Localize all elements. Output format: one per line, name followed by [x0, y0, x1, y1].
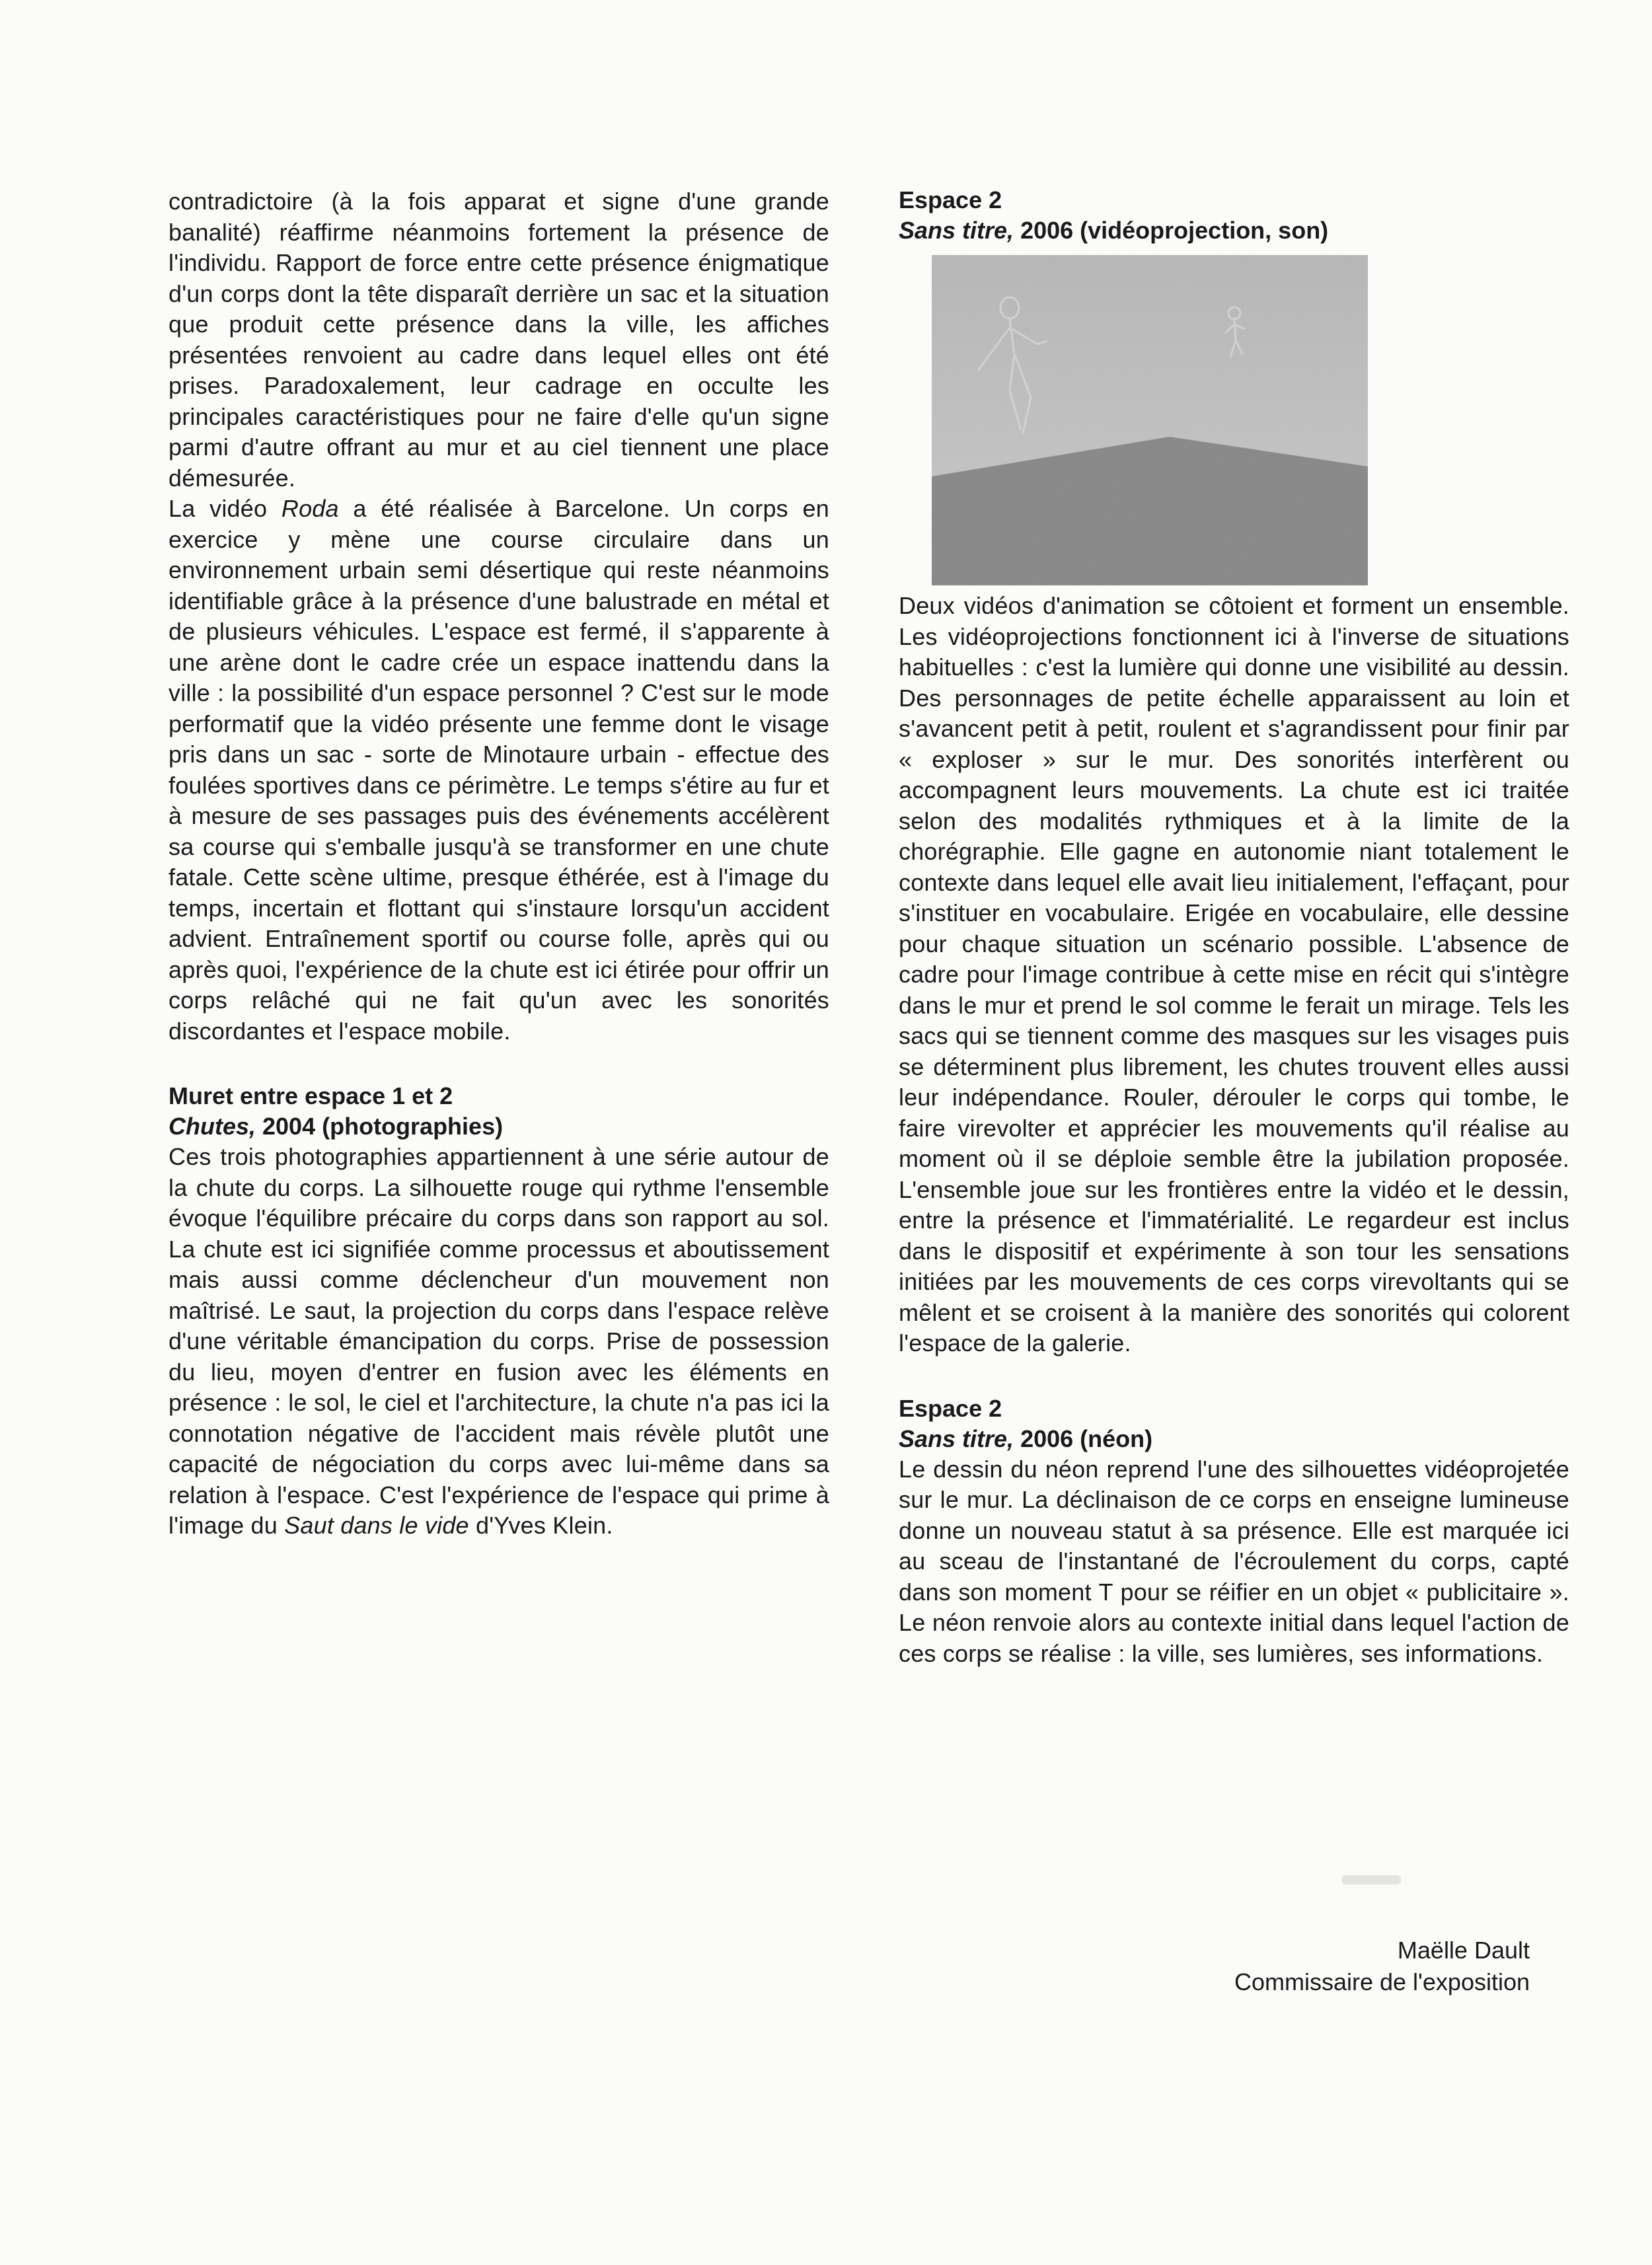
section-subtitle-neon: Sans titre, 2006 (néon): [899, 1425, 1153, 1452]
work-title-saut-dans-le-vide: Saut dans le vide: [284, 1512, 469, 1539]
signature-name: Maëlle Dault: [1397, 1937, 1530, 1964]
section-subtitle-chutes: Chutes, 2004 (photographies): [169, 1113, 504, 1140]
section-heading-espace-2-video: Espace 2: [899, 186, 1002, 213]
left-paragraph-2-start: La vidéo: [169, 495, 282, 522]
right-paragraph-1: Deux vidéos d'animation se côtoient et forment un ensemble. Les vidéoprojections fonctionnent ici à l'inverse de situations habituelles : c'est la lumière qui donne une visibilité au dessin. Des personnages de petite échelle apparaissent au loin et s'avancent petit à petit, roulent et s'agrandissent pour finir par « exploser » sur le mur. Des sonorités interfèrent ou accompagnent leurs mouvements. La chute est ici traitée selon des modalités rythmiques et à la limite de la chorégraphie. Elle gagne en autonomie niant totalement le contexte dans lequel elle avait lieu initialement, l'effaçant, pour s'instituer en vocabulaire. Erigée en vocabulaire, elle dessine pour chaque situation un scénario possible. L'absence de cadre pour l'image contribue à cette mise en récit qui s'intègre dans le mur et prend le sol comme le ferait un mirage. Tels les sacs qui se tiennent comme des masques sur les visages puis se déterminent plus librement, les chutes trouvent elles aussi leur indépendance. Rouler, dérouler le corps qui tombe, le faire virevolter et apprécier les mouvements qu'il réalise au moment où il se déploie semble être la jubilation proposée. L'ensemble joue sur les frontières entre la vidéo et le dessin, entre la présence et l'immatérialité. Le regardeur est inclus dans le dispositif et expérimente à son tour les sensations initiées par les mouvements de ces corps virevoltants qui se mêlent et se croisent à la manière des sonorités qui colorent l'espace de la galerie.: [899, 592, 1569, 1356]
video-still-drawing: [932, 255, 1368, 585]
signature-block: [1234, 1935, 1530, 1998]
left-paragraph-2-rest: a été réalisée à Barcelone. Un corps en exercice y mène une course circulaire dans un environnement urbain semi désertique qui reste néanmoins identifiable grâce à la présence d'une balustrade en métal et de plusieurs véhicules. L'espace est fermé, il s'apparente à une arène dont le cadre crée un espace inattendu dans la ville : la possibilité d'un espace personnel ? C'est sur le mode performatif que la vidéo présente une femme dont le visage pris dans un sac - sorte de Minotaure urbain - effectue des foulées sportives dans ce périmètre. Le temps s'étire au fur et à mesure de ses passages puis des événements accélèrent sa course qui s'emballe jusqu'à se transformer en une chute fatale. Cette scène ultime, presque éthérée, est à l'image du temps, incertain et flottant qui s'instaure lorsqu'un accident advient. Entraînement sportif ou course folle, après qui ou après quoi, l'expérience de la chute est ici étirée pour offrir un corps relâché qui ne fait qu'un avec les sonorités discordantes et l'espace mobile.: [169, 495, 829, 1045]
left-column: [169, 186, 829, 1541]
video-title-roda: Roda: [281, 495, 339, 522]
section-heading-espace-2-neon: Espace 2: [899, 1394, 1002, 1422]
left-paragraph-1: contradictoire (à la fois apparat et signe d'une grande banalité) réaffirme néanmoins fortement la présence de l'individu. Rapport de force entre cette présence énigmatique d'un corps dont la tête disparaît derrière un sac et la situation que produit cette présence dans la ville, les affiches présentées renvoient au cadre dans lequel elles ont été prises. Paradoxalement, leur cadrage en occulte les principales caractéristiques pour ne faire d'elle qu'un signe parmi d'autre offrant au mur et au ciel tiennent une place démesurée.: [169, 188, 829, 492]
left-paragraph-2: [169, 494, 829, 1047]
right-column: [899, 185, 1569, 1669]
scan-smudge: [1341, 1875, 1401, 1884]
left-paragraph-3: Ces trois photographies appartiennent à une série autour de la chute du corps. La silhouette rouge qui rythme l'ensemble évoque l'équilibre précaire du corps dans son rapport au sol. La chute est ici signifiée comme processus et aboutissement mais aussi comme déclencheur d'un mouvement non maîtrisé. Le saut, la projection du corps dans l'espace relève d'une véritable émancipation du corps. Prise de possession du lieu, moyen d'entrer en fusion avec les éléments en présence : le sol, le ciel et l'architecture, la chute n'a pas ici la connotation négative de l'accident mais révèle plutôt une capacité de négociation du corps avec lui-même dans sa relation à l'espace. C'est l'expérience de l'espace qui prime à l'image du Saut dans le vide d'Yves Klein.: [169, 1143, 829, 1539]
video-still-image: [932, 255, 1368, 585]
signature-role: Commissaire de l'exposition: [1234, 1968, 1530, 1995]
section-muret: [169, 1081, 829, 1541]
film-grain: [932, 255, 1368, 585]
section-neon: [899, 1393, 1569, 1670]
section-heading-muret: Muret entre espace 1 et 2: [169, 1082, 453, 1109]
right-paragraph-2: Le dessin du néon reprend l'une des silhouettes vidéoprojetée sur le mur. La déclinaison de ce corps en enseigne lumineuse donne un nouveau statut à sa présence. Elle est marquée ici au sceau de l'instantané de l'écroulement du corps, capté dans son moment T pour se réifier en un objet « publicitaire ». Le néon renvoie alors au contexte initial dans lequel l'action de ces corps se réalise : la ville, ses lumières, ses informations.: [899, 1455, 1569, 1667]
section-subtitle-videoprojection: Sans titre, 2006 (vidéoprojection, son): [899, 217, 1329, 244]
